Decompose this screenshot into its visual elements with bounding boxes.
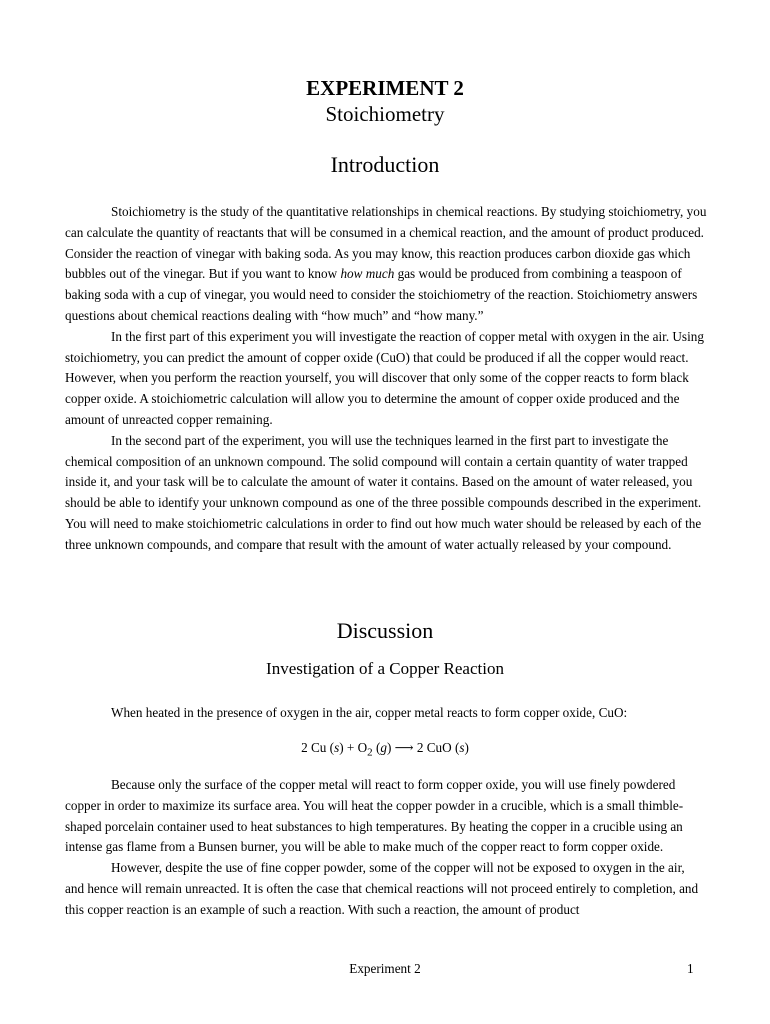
equation-gas-close: ) [386, 740, 395, 755]
discussion-body [65, 775, 707, 921]
discussion-paragraph-1: Because only the surface of the copper metal will react to form copper oxide, you will use finely powdered copper in order to maximize its surface area. You will heat the copper powder in a crucible, which is a small thimble-shaped porcelain container used to heat substances to high temperatures. By heating the copper in a crucible using an intense gas flame from a Bunsen burner, you will be able to make much of the copper react to form copper oxide. [65, 777, 684, 855]
intro-p1-emphasis: how much [340, 266, 395, 282]
introduction-paragraph-2: In the first part of this experiment you will investigate the reaction of copper metal with oxygen in the air. Using stoichiometry, you can predict the amount of copper oxide (CuO) that could be produced if all the copper would react. However, when you perform the reaction yourself, you will discover that only some of the copper reacts to form black copper oxide. A stoichiometric calculation will allow you to determine the amount of copper oxide produced and the amount of unreacted copper remaining. [65, 328, 704, 427]
discussion-lead [65, 703, 707, 724]
equation-reactant-oxygen: ) + O [339, 740, 368, 755]
page-number: 1 [687, 961, 694, 976]
equation-gas-open: ( [372, 740, 381, 755]
footer-label: Experiment 2 [349, 961, 421, 976]
introduction-paragraph-1 [65, 202, 707, 327]
equation-product: 2 CuO ( [413, 740, 460, 755]
reaction-arrow-icon: ⟶ [394, 740, 414, 755]
equation-close: ) [464, 740, 469, 755]
discussion-paragraph-2: However, despite the use of fine copper powder, some of the copper will not be exposed to oxygen in the air, and hence will remain unreacted. It is often the case that chemical reactions will not proceed entirely to completion, and this copper reaction is an example of such a reaction. With such a reaction, the amount of product [65, 860, 699, 917]
introduction-paragraph-3: In the second part of the experiment, you will use the techniques learned in the first part to investigate the chemical composition of an unknown compound. The solid compound will contain a certain quantity of water trapped inside it, and your task will be to calculate the amount of water it contains. Based on the amount of water released, you should be able to identify your unknown compound as one of the three possible compounds described in the experiment. You will need to make stoichiometric calculations in order to find out how much water should be released by each of the three unknown compounds, and compare that result with the amount of water actually released by your compound. [65, 432, 702, 552]
experiment-subtitle: Stoichiometry [325, 102, 445, 126]
equation-state-solid-1: s [334, 740, 340, 755]
discussion-heading: Discussion [336, 618, 434, 643]
introduction-heading: Introduction [330, 152, 440, 177]
intro-p1-text-b: gas would be produced from combining a teaspoon of baking soda with a cup of vinegar, you would need to consider the stoichiometry of the reaction. Stoichiometry answers questions about chemical reactions dealing with “how much” and “how many.” [65, 266, 698, 323]
reaction-equation [0, 740, 770, 759]
introduction-body [65, 202, 707, 556]
intro-p1-text-a: Stoichiometry is the study of the quantitative relationships in chemical reactions. By studying stoichiometry, you can calculate the quantity of reactants that will be consumed in a chemical reaction, and the amount of product produced. Consider the reaction of vinegar with baking soda. As you may know, this reaction produces carbon dioxide gas which bubbles out of the vinegar. But if you want to know [65, 204, 707, 282]
discussion-lead-text: When heated in the presence of oxygen in the air, copper metal reacts to form copper oxide, CuO: [111, 705, 628, 720]
discussion-subheading: Investigation of a Copper Reaction [266, 659, 504, 678]
equation-state-solid-2: s [459, 740, 465, 755]
equation-subscript: 2 [367, 746, 373, 759]
equation-reactant-copper: 2 Cu ( [301, 740, 335, 755]
experiment-title: EXPERIMENT 2 [306, 76, 464, 100]
equation-state-gas: g [380, 740, 387, 755]
